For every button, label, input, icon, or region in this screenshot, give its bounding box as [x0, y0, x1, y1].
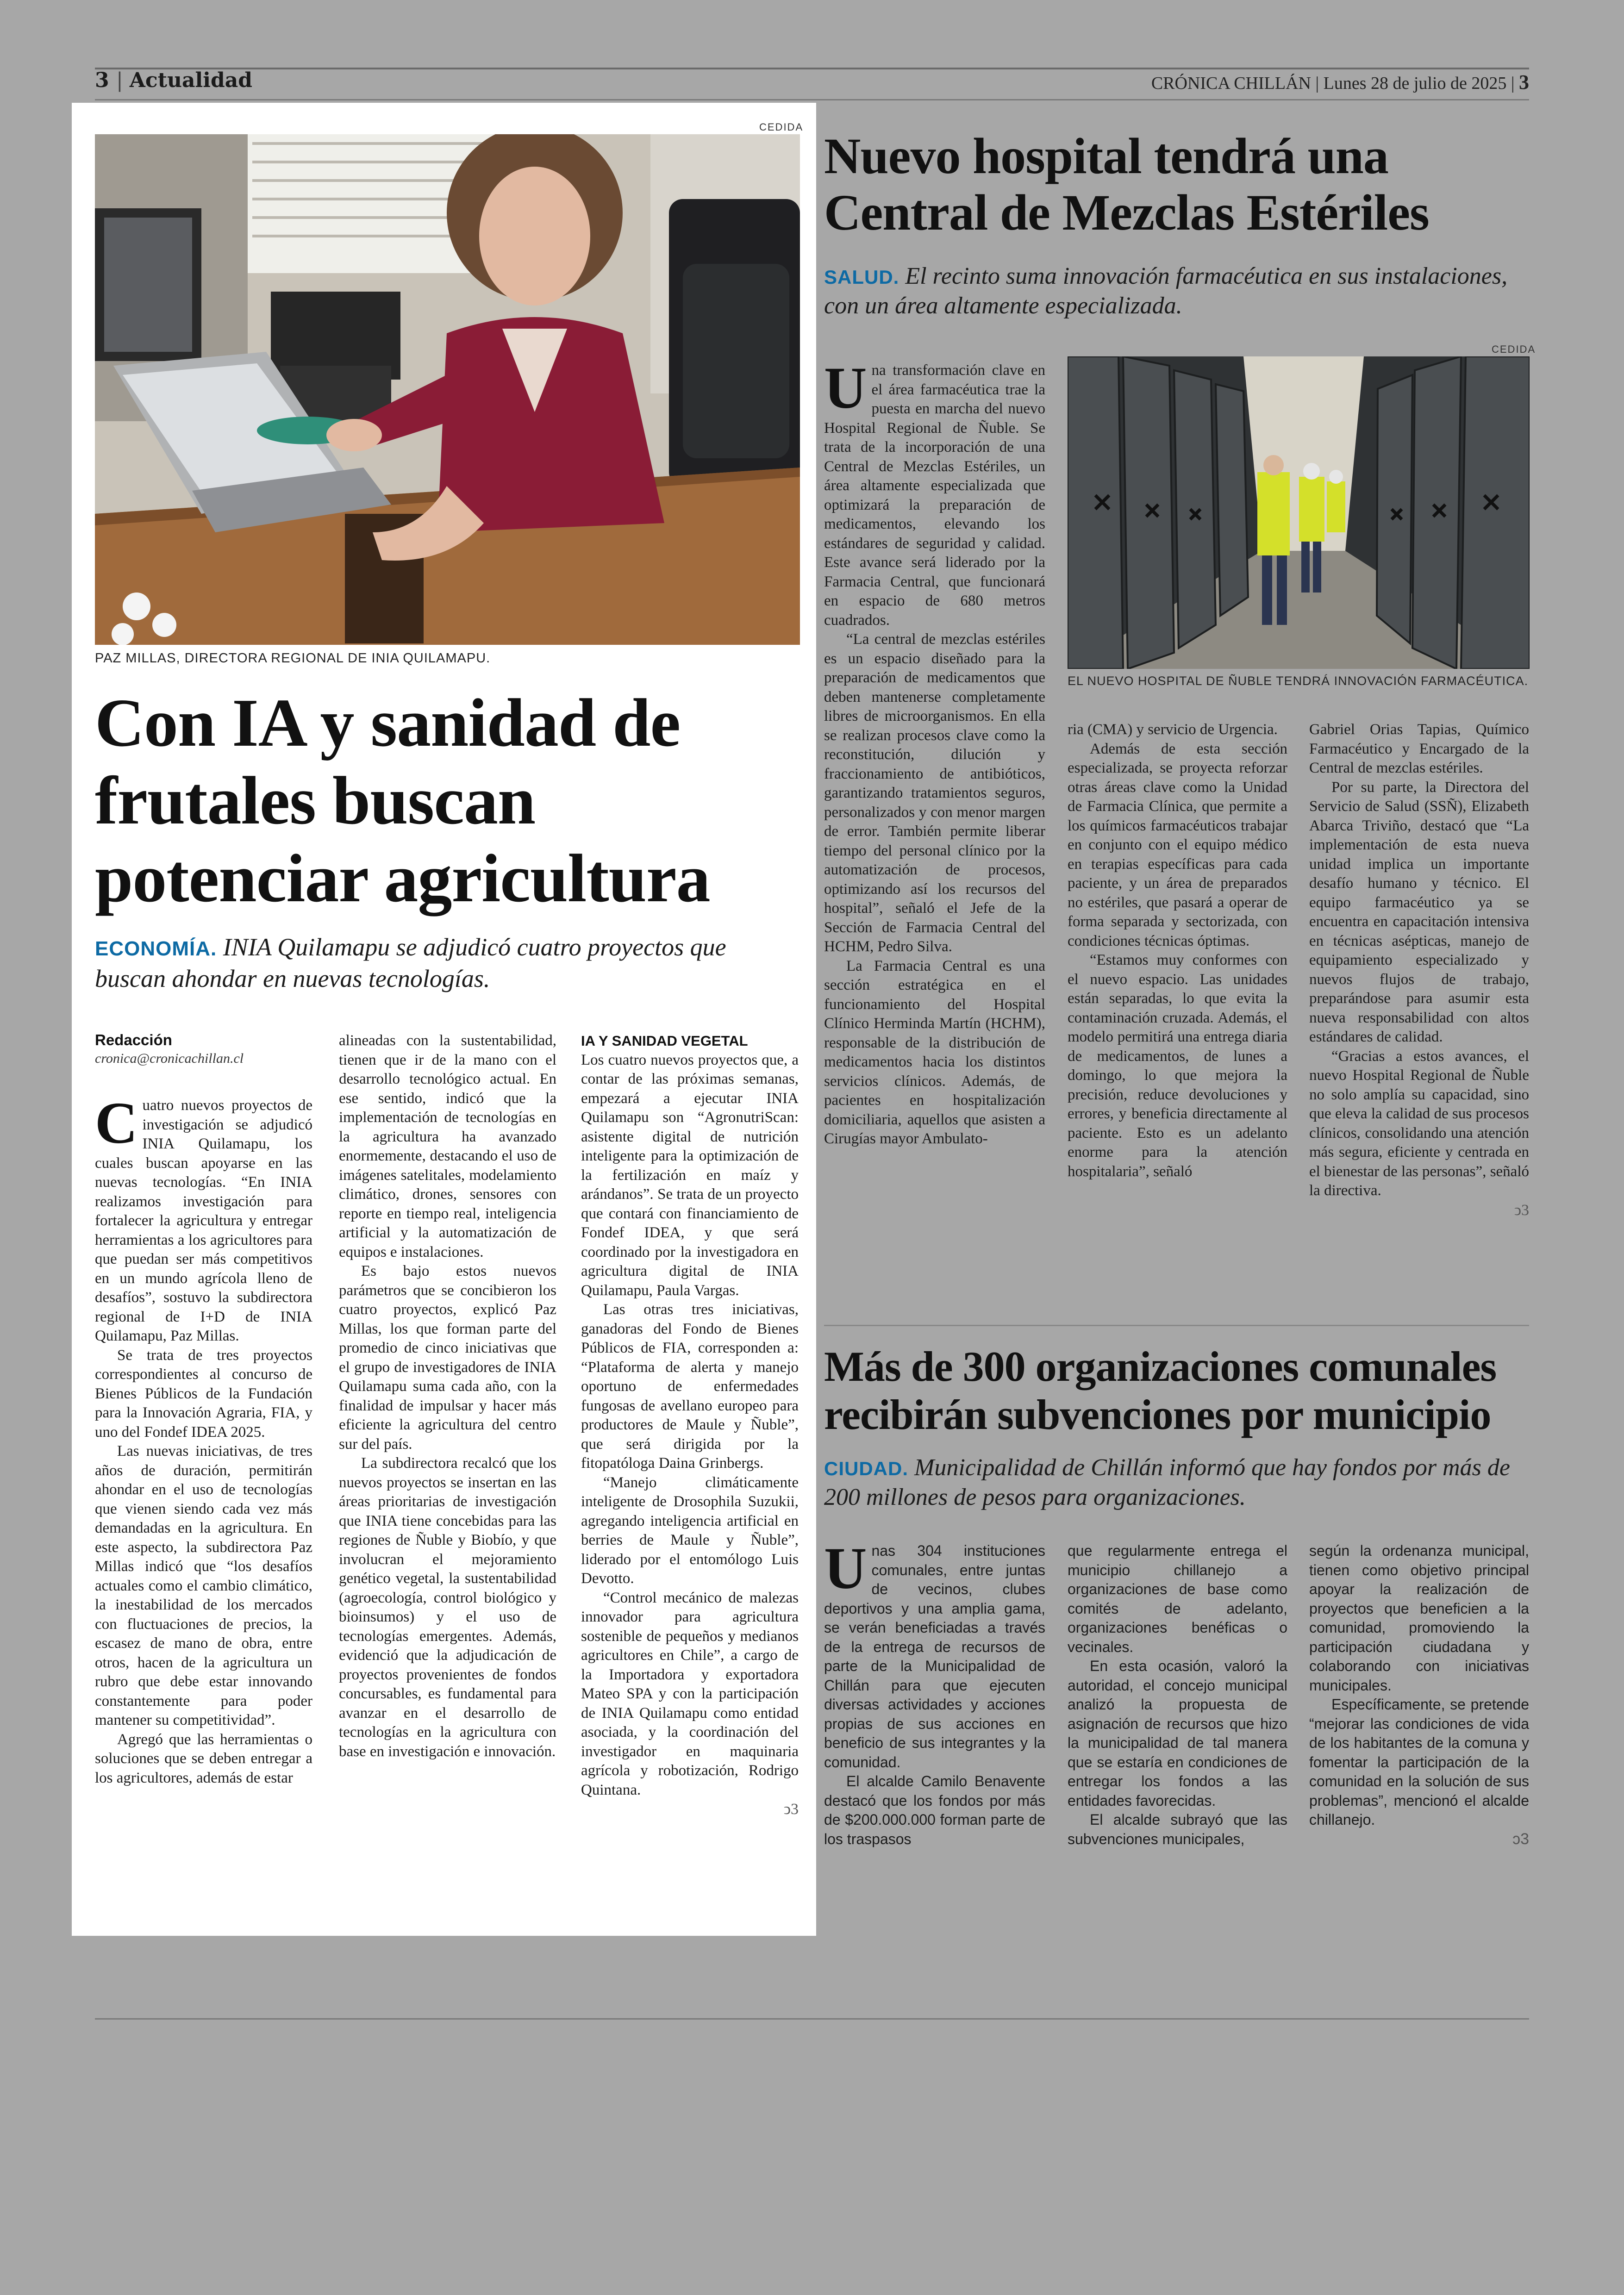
- municipal-column-3: [1309, 1541, 1529, 1849]
- woman-at-desk-illustration: [95, 134, 800, 645]
- main-column-1: [95, 1090, 312, 1788]
- hospital-column-2: [1068, 720, 1287, 1181]
- header-bottom-rule: [95, 99, 1529, 100]
- hospital-col1-para-2: “La central de mezclas estériles es un espacio diseñado para la preparación de medicamentos que deben mantenerse completamente libres de microorganismos. En ella se realizan procesos clave como la reconstitución, dilución y fraccionamiento de antibióticos, garantizando tratamientos seguros, personalizados y con menor margen de error. También permite liberar tiempo del personal clínico por la automatización de procesos, optimizando así los recursos del hospital”, señaló el Jefe de la Sección de Farmacia Central del HCHM, Pedro Silva.: [824, 631, 1045, 955]
- hospital-subtitle-text: El recinto suma innovación farmacéutica en sus instalaciones, con un área altamente especializada.: [824, 263, 1508, 319]
- municipal-col1-p1-text: nas 304 instituciones comunales, entre juntas de vecinos, clubes deportivos y una amplia gama, se verán beneficiadas a través de la entrega de recursos de parte de la Municipalidad de Chillán para que ejecuten diversas actividades y acciones propias de sus acciones en beneficio de sus integrantes y la comunidad.: [824, 1542, 1045, 1771]
- main-col2-para-3: La subdirectora recalcó que los nuevos proyectos se insertan en las áreas prioritarias de investigación que INIA tiene concebidas para las regiones de Ñuble y Biobío, y que involucran el mejoramiento genético vegetal, la sustentabilidad (agroecología, control biológico y bioinsumos) y el uso de tecnologías emergentes. Además, evidenció que la adjudicación de proyectos provenientes de fondos concursables, es fundamental para avanzar en el desarrollo de tecnologías en la agricultura con base en investigación e innovación.: [339, 1455, 556, 1760]
- main-col3-para-4: “Control mecánico de malezas innovador para agricultura sostenible de pequeños y medianos agricultores en Chile”, a cargo de la Importadora y exportadora Mateo SPA y con la participación de INIA Quilamapu como entidad asociada, y la coordinación del investigador en maquinaria agrícola y robotización, Rodrigo Quintana.: [581, 1589, 799, 1798]
- main-col3-subhead: IA Y SANIDAD VEGETAL: [581, 1033, 748, 1049]
- hospital-col2-para-3: “Estamos muy conformes con el nuevo espacio. Las unidades están separadas, lo que evita la contaminación cruzada. Además, el modelo permitirá una entrega diaria de medicamentos, de lunes a domingo, lo que mejora la precisión, reduce devoluciones y errores, y beneficia directamente al paciente. Esto es un adelanto enorme para la atención hospitalaria”, señaló: [1068, 952, 1287, 1180]
- hospital-col3-para-2: Por su parte, la Directora del Servicio de Salud (SSÑ), Elizabeth Abarca Triviño, destacó que “La implementación de esta nueva unidad implica un importante desafío humano y técnico. El equipo farmacéutico ya se encuentra en capacitación intensiva en técnicas asépticas, manejo de equipamiento especializado y nuevos flujos de trabajo, preparándose para asumir esta nueva responsabilidad con altos estándares de calidad.: [1309, 779, 1529, 1045]
- hospital-column-3: [1309, 720, 1529, 1220]
- page-number-left: 3: [95, 69, 109, 92]
- hospital-col2-para-1: ria (CMA) y servicio de Urgencia.: [1068, 721, 1278, 738]
- main-column-3: [581, 1031, 799, 1819]
- pharmacy-storage-illustration: [1068, 356, 1530, 669]
- hospital-col3-para-3: “Gracias a estos avances, el nuevo Hospital Regional de Ñuble no solo amplía su capacidad, sino que eleva la calidad de sus procesos clínicos, consolidando una atención más segura, eficiente y centrada en el bienestar de las personas”, señaló la directiva.: [1309, 1048, 1529, 1199]
- hospital-col1-p1-text: na transformación clave en el área farmacéutica trae la puesta en marcha del nuevo Hospital Regional de Ñuble. Se trata de la incorporación de una Central de Mezclas Estériles, un área altamente especializada que optimizará la preparación de medicamentos, elevando los estándares de seguridad y calidad. Este avance será liderado por la Farmacia Central, que funcionará en espacio de 680 metros cuadrados.: [824, 362, 1045, 629]
- newspaper-name: CRÓNICA CHILLÁN: [1151, 74, 1311, 93]
- main-col1-para-3: Las nuevas iniciativas, de tres años de duración, permitirán ahondar en el uso de tecnologías que vienen siendo cada vez más demandadas en la agricultura. En este aspecto, la subdirectora Paz Millas indicó que “los desafíos actuales como el cambio climático, la inestabilidad de los mercados con fluctuaciones de precios, la escasez de mano de obra, entre otros, hacen de la agricultura un rubro que debe estar innovando constantemente para poder mantener su competitividad”.: [95, 1443, 312, 1728]
- main-col1-para-2: Se trata de tres proyectos correspondientes al concurso de Bienes Públicos de la Fundación para la Innovación Agraria, FIA, y uno del Fondef IDEA 2025.: [95, 1347, 312, 1441]
- municipal-column-2: [1068, 1541, 1287, 1849]
- municipal-column-1: [824, 1535, 1045, 1849]
- hospital-col1-para-1: Una transformación clave en el área farmacéutica trae la puesta en marcha del nuevo Hospital Regional de Ñuble. Se trata de la incorporación de una Central de Mezclas Estériles, un área altamente especializada que optimizará la preparación de medicamentos, elevando los estándares de seguridad y calidad. Este avance será liderado por la Farmacia Central, que funcionará en espacio de 680 metros cuadrados.: [824, 355, 1045, 629]
- main-col1-p1-text: uatro nuevos proyectos de investigación se adjudicó INIA Quilamapu, los cuales buscan apoyarse en las nuevas tecnologías. “En INIA realizamos investigación para fortalecer la agricultura y entregar herramientas a los agricultores para que puedan ser más competitivos en un mundo agrícola lleno de desafíos”, sostuvo la subdirectora regional de I+D de INIA Quilamapu, Paz Millas.: [95, 1097, 312, 1344]
- page-number-right: 3: [1519, 71, 1529, 94]
- municipal-col2-para-3: El alcalde subrayó que las subvenciones municipales,: [1068, 1811, 1287, 1847]
- hospital-headline: Nuevo hospital tendrá una Central de Mezclas Estériles: [824, 128, 1429, 241]
- hospital-col2-para-2: Además de esta sección especializada, se proyecta reforzar otras áreas clave como la Unidad de Farmacia Clínica, que permite a los químicos farmacéuticos trabajar en conjunto con el equipo médico en terapias específicas para cada paciente, y un área de preparados no estériles, que pasará a operar de forma separada y sectorizada, con condiciones técnicas óptimas.: [1068, 740, 1287, 949]
- main-col2-para-2: Es bajo estos nuevos parámetros que se concibieron los cuatro proyectos, explicó Paz Millas, los que forman parte del promedio de cinco iniciativas que el grupo de investigadores de INIA Quilamapu suma cada año, con la finalidad de impulsar y hacer más eficiente la agricultura del centro sur del país.: [339, 1263, 556, 1453]
- municipal-end-mark: ↄ3: [1512, 1830, 1529, 1848]
- main-headline: Con IA y sanidad de frutales buscan potenciar agricultura: [95, 685, 710, 917]
- main-subtitle: [95, 932, 799, 993]
- main-end-mark: ↄ3: [783, 1801, 799, 1818]
- main-kicker: ECONOMÍA.: [95, 937, 217, 960]
- hospital-col3-para-1: Gabriel Orias Tapias, Químico Farmacéutico y Encargado de la Central de mezclas estériles.: [1309, 721, 1529, 776]
- page-header-left: 3 | Actualidad: [95, 69, 252, 92]
- hospital-photo-credit: CEDIDA: [1492, 343, 1536, 355]
- hospital-kicker: SALUD.: [824, 266, 899, 288]
- municipal-col1-para-2: El alcalde Camilo Benavente destacó que los fondos por más de $200.000.000 forman parte de los traspasos: [824, 1773, 1045, 1847]
- hospital-photo-caption: EL NUEVO HOSPITAL DE ÑUBLE TENDRÁ INNOVACIÓN FARMACÉUTICA.: [1068, 674, 1529, 688]
- main-photo-caption: PAZ MILLAS, DIRECTORA REGIONAL DE INIA QUILAMAPU.: [95, 651, 491, 666]
- main-col1-para-1: Cuatro nuevos proyectos de investigación se adjudicó INIA Quilamapu, los cuales buscan apoyarse en las nuevas tecnologías. “En INIA realizamos investigación para fortalecer la agricultura y entregar herramientas a los agricultores para que puedan ser más competitivos en un mundo agrícola lleno de desafíos”, sostuvo la subdirectora regional de I+D de INIA Quilamapu, Paz Millas.: [95, 1090, 312, 1344]
- municipal-headline: Más de 300 organizaciones comunales recibirán subvenciones por municipio: [824, 1343, 1497, 1438]
- main-col1-para-4: Agregó que las herramientas o soluciones que se deben entregar a los agricultores, además de estar: [95, 1731, 312, 1786]
- municipal-col1-para-1: Unas 304 instituciones comunales, entre juntas de vecinos, clubes deportivos y una amplia gama, se verán beneficiadas a través de la entrega de recursos de parte de la Municipalidad de Chillán para que ejecuten diversas actividades y acciones propias de sus acciones en beneficio de sus integrantes y la comunidad.: [824, 1535, 1045, 1771]
- issue-date: Lunes 28 de julio de 2025: [1323, 74, 1507, 93]
- hospital-photo: [1068, 356, 1530, 669]
- right-article-divider: [824, 1325, 1529, 1326]
- municipal-col3-para-2: Específicamente, se pretende “mejorar las condiciones de vida de los habitantes de la comuna y fomentar la participación de la comunidad en la solución de sus problemas”, mencionó el alcalde chillanejo.: [1309, 1696, 1529, 1828]
- page-header-right: CRÓNICA CHILLÁN | Lunes 28 de julio de 2025 | 3: [1151, 71, 1529, 94]
- section-name: Actualidad: [129, 69, 252, 92]
- main-photo: [95, 134, 800, 645]
- main-photo-credit: CEDIDA: [759, 121, 804, 133]
- municipal-subtitle-text: Municipalidad de Chillán informó que hay fondos por más de 200 millones de pesos para organizaciones.: [824, 1454, 1510, 1510]
- main-subtitle-text: INIA Quilamapu se adjudicó cuatro proyectos que buscan ahondar en nuevas tecnologías.: [95, 933, 726, 992]
- main-col3-para-3: “Manejo climáticamente inteligente de Drosophila Suzukii, agregando inteligencia artificial en berries de Maule y Ñuble”, liderado por el entomólogo Luis Devotto.: [581, 1474, 799, 1587]
- hospital-column-1: [824, 355, 1045, 1149]
- hospital-subtitle: [824, 262, 1528, 320]
- municipal-kicker: CIUDAD.: [824, 1458, 908, 1479]
- municipal-col3-para-1: según la ordenanza municipal, tienen como objetivo principal apoyar la realización de proyectos que beneficien a la comunidad, promoviendo la participación ciudadana y colaborando con iniciativas municipales.: [1309, 1542, 1529, 1694]
- municipal-subtitle: [824, 1453, 1528, 1512]
- page-bottom-rule: [95, 2018, 1529, 2020]
- hospital-col1-para-3: La Farmacia Central es una sección estratégica en el funcionamiento del Hospital Clínico Herminda Martín (HCHM), responsable de la distribución de medicamentos hacia los distintos servicios clínicos. Además, de pacientes en hospitalización domiciliaria, aquellos que asisten a Cirugías mayor Ambulato-: [824, 957, 1045, 1147]
- main-column-2: [339, 1031, 556, 1761]
- municipal-col2-para-1: que regularmente entrega el municipio chillanejo a organizaciones de base como comités de adelanto, organizaciones benéficas o vecinales.: [1068, 1542, 1287, 1655]
- municipal-col2-para-2: En esta ocasión, valoró la autoridad, el concejo municipal analizó la propuesta de asignación de recursos que hizo la municipalidad de tal manera que se estaría en condiciones de entregar los fondos a las entidades favorecidas.: [1068, 1658, 1287, 1809]
- main-col2-para-1: alineadas con la sustentabilidad, tienen que ir de la mano con el desarrollo tecnológico actual. En ese sentido, indicó que la implementación de tecnologías en la agricultura ha avanzado enormemente, destacando el uso de imágenes satelitales, modelamiento climático, drones, sensores con reporte en tiempo real, inteligencia artificial y la automatización de equipos e instalaciones.: [339, 1032, 556, 1260]
- main-author: Redacción: [95, 1031, 172, 1048]
- header-top-rule: [95, 68, 1529, 69]
- main-col3-para-2: Las otras tres iniciativas, ganadoras del Fondo de Bienes Públicos de FIA, corresponden a: “Plataforma de alerta y manejo oportuno de enfermedades fungosas de avellano europeo para productores de Maule y Ñuble”, que será dirigida por la fitopatóloga Daina Grinbergs.: [581, 1301, 799, 1472]
- main-author-email: cronica@cronicachillan.cl: [95, 1051, 244, 1066]
- hospital-end-mark: ↄ3: [1514, 1201, 1529, 1219]
- main-col3-para-1: Los cuatro nuevos proyectos que, a contar de las próximas semanas, empezará a ejecutar INIA Quilamapu son “AgronutriScan: asistente digital de nutrición inteligente para la optimización de la fertilización en maíz y arándanos”. Se trata de un proyecto que contará con financiamiento de Fondef IDEA, y que será coordinado por la investigadora en agricultura digital de INIA Quilamapu, Paula Vargas.: [581, 1051, 799, 1299]
